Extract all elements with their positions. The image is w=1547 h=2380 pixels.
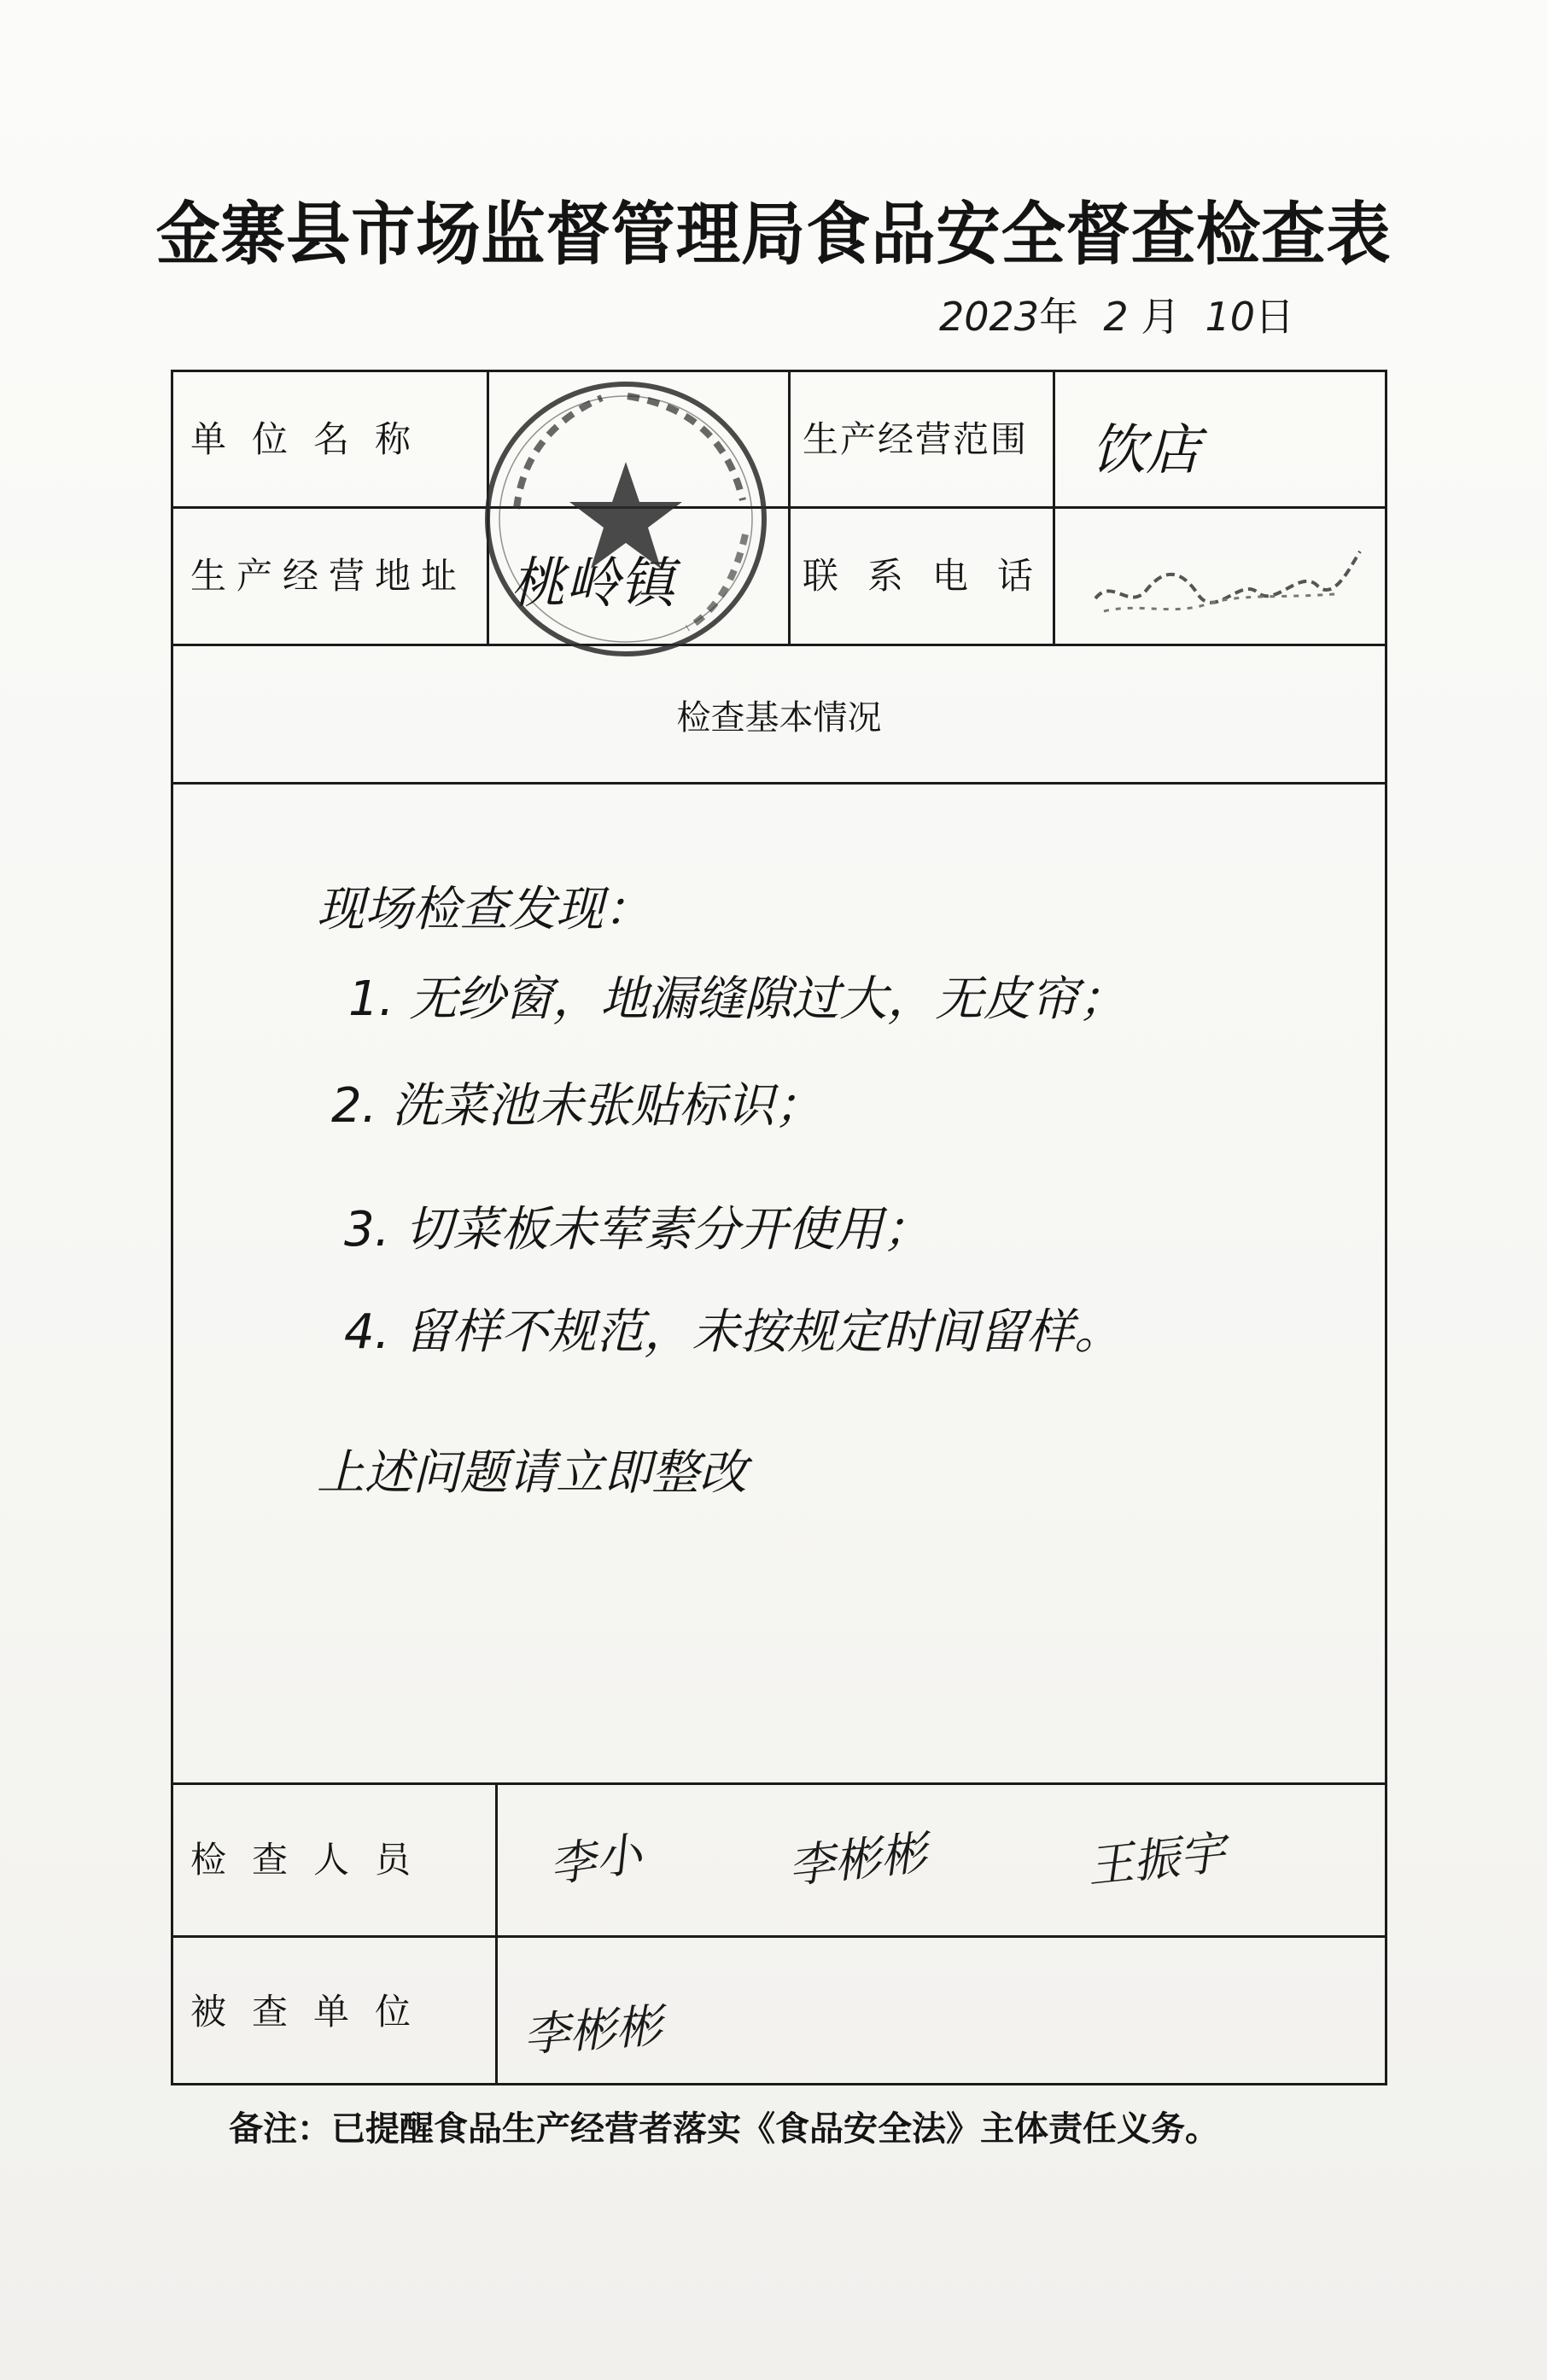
inspector-signature: 李小: [546, 1826, 645, 1893]
scope-value: 饮店: [1091, 419, 1200, 482]
finding-item: 3. 切菜板未荤素分开使用；: [344, 1202, 931, 1257]
inspector-signature: 李彬彬: [785, 1825, 930, 1894]
inspector-signature: 王振宇: [1084, 1825, 1229, 1894]
findings-intro: 现场检查发现：: [317, 882, 651, 937]
finding-item: 1. 无纱窗，地漏缝隙过大，无皮帘；: [348, 971, 1127, 1027]
date-year: 2023: [939, 294, 1040, 340]
date-month-suffix: 月: [1141, 294, 1181, 340]
phone-label: 联系电话: [803, 555, 1063, 597]
date-month: 2: [1103, 294, 1129, 340]
remark-note: 备注：已提醒食品生产经营者落实《食品安全法》主体责任义务。: [229, 2109, 1219, 2149]
inspectors-label: 检查人员: [190, 1839, 437, 1881]
row-divider: [173, 1935, 1385, 1938]
official-seal: [474, 372, 781, 667]
col-divider: [495, 1782, 498, 2085]
phone-scribble: [1078, 517, 1369, 628]
finding-item: 4. 留样不规范，未按规定时间留样。: [344, 1304, 1123, 1360]
findings-conclusion: 上述问题请立即整改: [317, 1445, 747, 1501]
inspected-unit-label: 被查单位: [190, 1991, 437, 2033]
col-divider: [1053, 372, 1055, 644]
scope-label: 生产经营范围: [803, 418, 1029, 460]
inspection-date: [939, 286, 1417, 342]
row-divider: [173, 782, 1385, 785]
address-value: 桃岭镇: [511, 552, 674, 615]
address-label: 生产经营地址: [190, 555, 468, 597]
date-day-suffix: 日: [1255, 294, 1295, 340]
section-title: 检查基本情况: [676, 698, 882, 738]
date-day: 10: [1205, 294, 1256, 340]
col-divider: [788, 372, 791, 644]
row-divider: [173, 1782, 1385, 1785]
form-title: 金寨县市场监督管理局食品安全督查检查表: [155, 194, 1392, 274]
finding-item: 2. 洗菜池未张贴标识；: [331, 1078, 823, 1134]
inspected-unit-signature: 李彬彬: [522, 1998, 664, 2062]
date-year-suffix: 年: [1039, 294, 1079, 340]
unit-name-label: 单位名称: [190, 418, 437, 460]
